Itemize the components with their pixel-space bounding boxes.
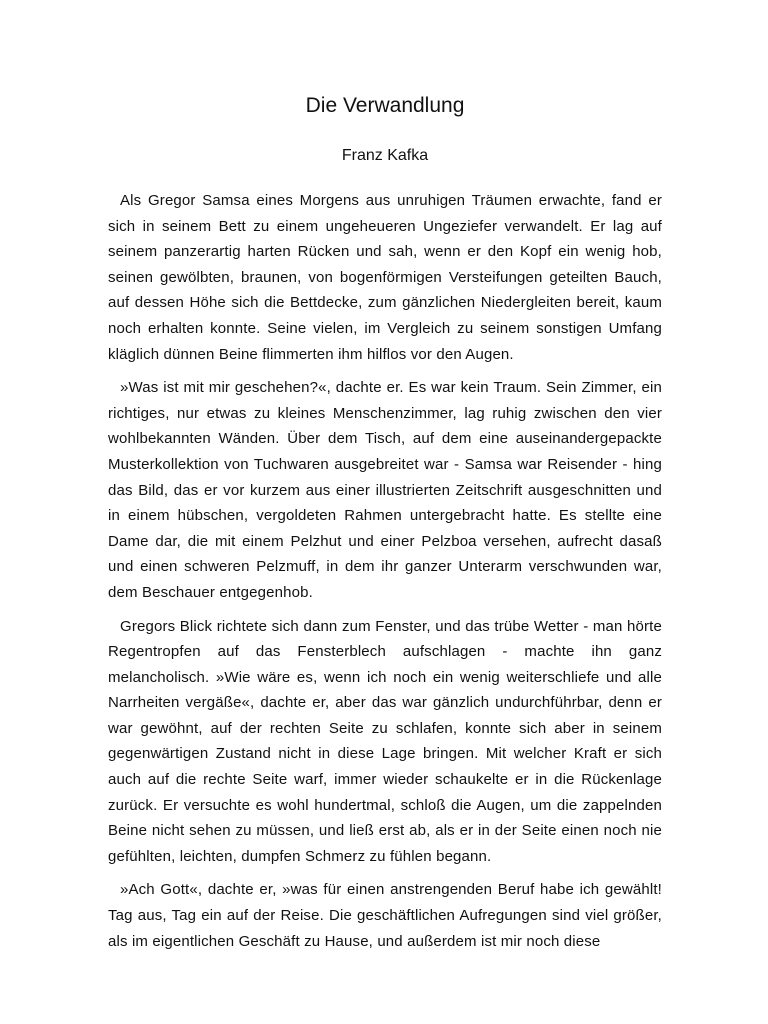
body-text	[108, 188, 662, 962]
document-title: Die Verwandlung	[305, 94, 465, 117]
document-author: Franz Kafka	[341, 147, 429, 164]
paragraph: »Ach Gott«, dachte er, »was für einen anstrengenden Beruf habe ich gewählt! Tag aus, Tag ein auf der Reise. Die geschäftlichen Aufregungen sind viel größer, als im eigentlichen Geschäft zu Hause, und außerdem ist mir noch diese	[108, 881, 662, 950]
paragraph: Gregors Blick richtete sich dann zum Fenster, und das trübe Wetter - man hörte Regentropfen auf das Fensterblech aufschlagen - machte ihn ganz melancholisch. »Wie wäre es, wenn ich noch ein wenig weiterschliefe und alle Narrheiten vergäße«, dachte er, aber das war gänzlich undurchführbar, denn er war gewöhnt, auf der rechten Seite zu schlafen, konnte sich aber in seinem gegenwärtigen Zustand nicht in diese Lage bringen. Mit welcher Kraft er sich auch auf die rechte Seite warf, immer wieder schaukelte er in die Rückenlage zurück. Er versuchte es wohl hundertmal, schloß die Augen, um die zappelnden Beine nicht sehen zu müssen, und ließ erst ab, als er in der Seite einen noch nie gefühlten, leichten, dumpfen Schmerz zu fühlen begann.	[108, 617, 662, 865]
document-page	[108, 0, 662, 1024]
paragraph: Als Gregor Samsa eines Morgens aus unruhigen Träumen erwachte, fand er sich in seinem Bett zu einem ungeheueren Ungeziefer verwandelt. Er lag auf seinem panzerartig harten Rücken und sah, wenn er den Kopf ein wenig hob, seinen gewölbten, braunen, von bogenförmigen Versteifungen geteilten Bauch, auf dessen Höhe sich die Bettdecke, zum gänzlichen Niedergleiten bereit, kaum noch erhalten konnte. Seine vielen, im Vergleich zu seinem sonstigen Umfang kläglich dünnen Beine flimmerten ihm hilflos vor den Augen.	[108, 192, 662, 363]
paragraph: »Was ist mit mir geschehen?«, dachte er. Es war kein Traum. Sein Zimmer, ein richtiges, nur etwas zu kleines Menschenzimmer, lag ruhig zwischen den vier wohlbekannten Wänden. Über dem Tisch, auf dem eine auseinandergepackte Musterkollektion von Tuchwaren ausgebreitet war - Samsa war Reisender - hing das Bild, das er vor kurzem aus einer illustrierten Zeitschrift ausgeschnitten und in einem hübschen, vergoldeten Rahmen untergebracht hatte. Es stellte eine Dame dar, die mit einem Pelzhut und einer Pelzboa versehen, aufrecht dasaß und einen schweren Pelzmuff, in dem ihr ganzer Unterarm verschwunden war, dem Beschauer entgegenhob.	[108, 379, 662, 601]
